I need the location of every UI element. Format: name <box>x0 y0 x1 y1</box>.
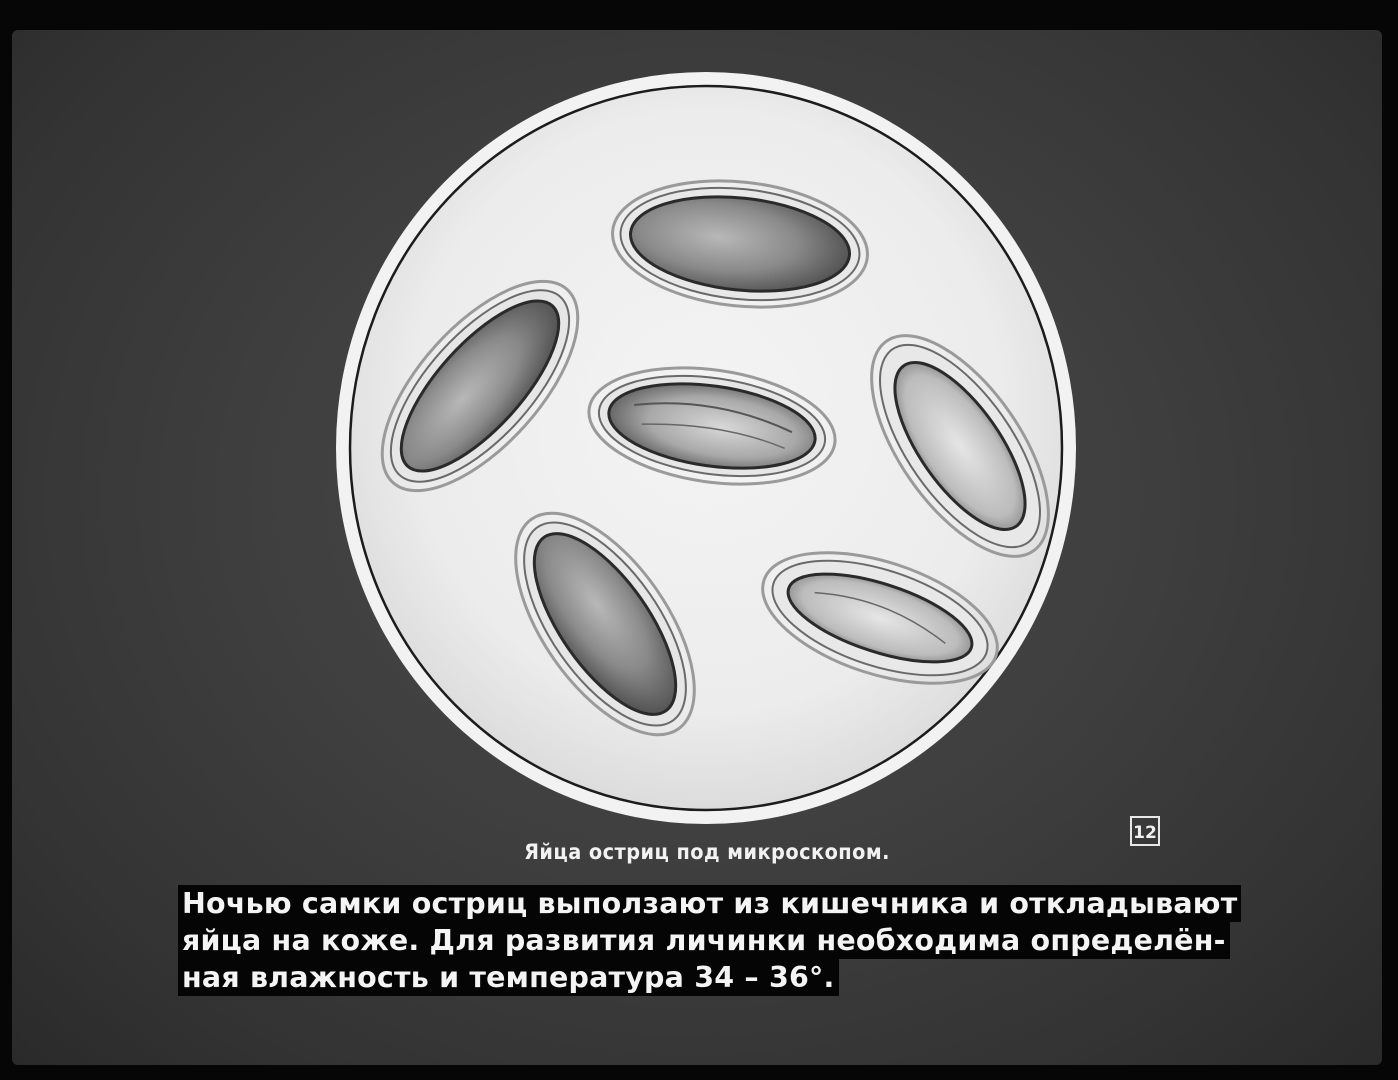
description-line: яйца на коже. Для развития личинки необходима определён- <box>178 922 1230 959</box>
microscope-view <box>320 56 1090 836</box>
description-line: ная влажность и температура 34 – 36°. <box>178 959 839 996</box>
description-line: Ночью самки остриц выползают из кишечника и откладывают <box>178 885 1241 922</box>
slide-number: 12 <box>1130 816 1160 846</box>
description-text <box>178 885 1238 996</box>
slide <box>12 30 1382 1065</box>
figure-caption: Яйца остриц под микроскопом. <box>524 840 890 864</box>
